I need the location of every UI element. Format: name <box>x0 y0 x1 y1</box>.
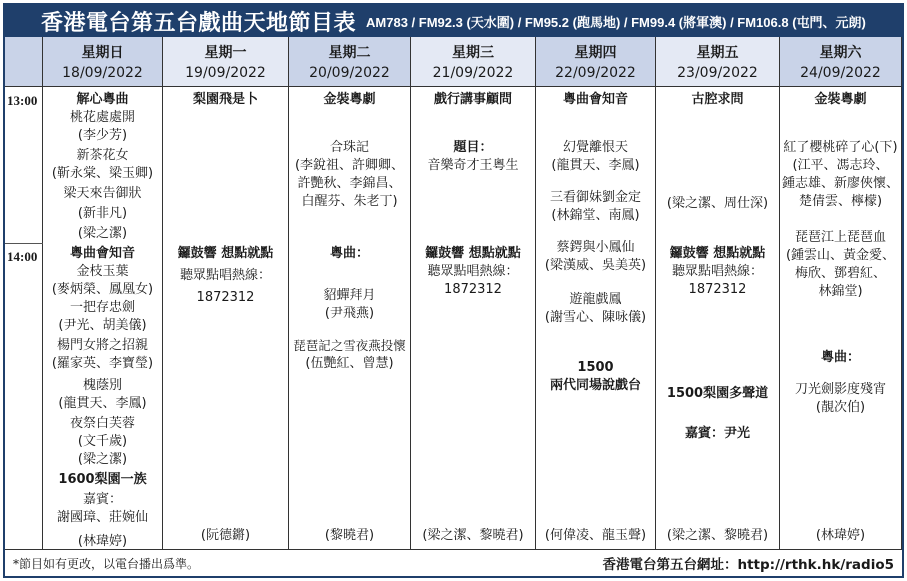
program-line: 聽眾點唱熱線： <box>427 264 519 279</box>
program-line: 紅了櫻桃碎了心(下) <box>783 140 898 155</box>
program-line: (靚次伯) <box>815 400 866 415</box>
program-line: (伍艷紅、曾慧) <box>305 356 394 371</box>
program-heading: 鑼鼓響 想點就點 <box>425 246 521 261</box>
frequency-list: AM783 / FM92.3 (天水圍) / FM95.2 (跑馬地) / FM99.4 (將軍澳) / FM106.8 (屯門、元朗) <box>366 14 866 30</box>
time-label-1400: 14:00 <box>7 249 38 264</box>
program-line: 1872312 <box>688 282 747 297</box>
program-line: 合珠記 <box>329 140 369 155</box>
program-line: 一把存忠劍 <box>69 300 135 315</box>
program-line: (何偉凌、龍玉聲) <box>544 528 647 543</box>
day-column <box>289 37 411 549</box>
program-heading: 粵曲： <box>820 350 860 365</box>
program-line: 三看御妹劉金定 <box>549 190 641 205</box>
day-programs <box>163 87 288 549</box>
date-label: 22/09/2022 <box>555 65 636 81</box>
program-line: 楚倩雲、檸檬) <box>798 194 883 209</box>
program-line: 聽眾點唱熱線： <box>671 264 763 279</box>
program-line: (梁之潔) <box>77 226 128 241</box>
program-line: 鍾志雄、新廖俠懷、 <box>781 176 899 191</box>
program-heading: 金裝粵劇 <box>323 92 376 107</box>
program-line: 白醒芬、朱老丁) <box>301 194 398 209</box>
program-heading: 粵曲會知音 <box>562 92 628 107</box>
program-heading: 解心粵曲 <box>76 92 129 107</box>
time-label-1300: 13:00 <box>7 93 38 108</box>
program-line: (羅家英、李寶瑩) <box>51 356 154 371</box>
day-programs <box>411 87 535 549</box>
program-heading: 兩代同場說戲台 <box>549 378 641 393</box>
weekday-label: 星期三 <box>452 45 494 61</box>
weekday-label: 星期六 <box>819 45 862 61</box>
program-heading: 粵曲會知音 <box>69 246 135 261</box>
schedule-frame <box>3 3 904 578</box>
program-line: (新非凡) <box>77 206 128 221</box>
program-line: 1872312 <box>444 282 502 297</box>
time-column <box>5 37 43 549</box>
date-label: 20/09/2022 <box>309 65 390 81</box>
program-heading: 金裝粵劇 <box>814 92 867 107</box>
program-line: 槐蔭別 <box>82 378 122 393</box>
program-line: (文千歲) <box>77 434 128 449</box>
program-heading: 古腔求問 <box>691 92 744 107</box>
date-label: 18/09/2022 <box>62 65 143 81</box>
day-header <box>289 37 410 87</box>
program-line: (尹光、胡美儀) <box>58 318 147 333</box>
program-line: (龍貫天、李鳳) <box>551 158 640 173</box>
day-programs <box>780 87 901 549</box>
date-label: 19/09/2022 <box>185 65 266 81</box>
schedule-grid <box>5 37 902 549</box>
day-header <box>780 37 901 87</box>
program-heading: 1600梨園一族 <box>58 472 147 487</box>
day-programs <box>536 87 655 549</box>
program-line: 梁天來告御狀 <box>63 186 142 201</box>
program-line: (靳永棠、梁玉卿) <box>51 166 154 181</box>
footer-website[interactable]: 香港電台第五台網址：http://rthk.hk/radio5 <box>602 557 894 573</box>
program-line: 新茶花女 <box>76 148 129 163</box>
day-column <box>411 37 536 549</box>
program-heading: 題目： <box>453 140 493 155</box>
program-line: (梁之潔) <box>77 452 128 467</box>
program-line: 夜祭白芙蓉 <box>69 416 135 431</box>
program-heading: 梨園飛是卜 <box>192 92 258 107</box>
program-line: 遊龍戲鳳 <box>569 292 622 307</box>
footer <box>5 549 902 576</box>
program-line: 桃花處處開 <box>69 110 135 125</box>
program-line: 楊門女將之招親 <box>56 338 148 353</box>
weekday-label: 星期日 <box>81 45 124 61</box>
day-header <box>163 37 288 87</box>
program-line: 琵琶記之雪夜燕投懷 <box>293 338 406 353</box>
program-line: 1872312 <box>196 290 255 305</box>
day-column <box>163 37 289 549</box>
program-line: 音樂奇才王粵生 <box>427 158 519 173</box>
program-line: (尹飛燕) <box>324 306 375 321</box>
program-heading: 粵曲： <box>329 246 369 261</box>
program-line: (阮德鏘) <box>200 528 251 543</box>
date-label: 23/09/2022 <box>677 65 758 81</box>
weekday-label: 星期五 <box>696 45 739 61</box>
program-line: (江平、馮志玲、 <box>792 158 889 173</box>
program-line: (鍾雲山、黃金愛、 <box>785 248 896 263</box>
program-heading: 鑼鼓響 想點就點 <box>177 246 274 261</box>
weekday-label: 星期一 <box>204 45 247 61</box>
time-column-header <box>5 37 42 87</box>
program-line: (黎曉君) <box>324 528 375 543</box>
weekday-label: 星期四 <box>574 45 617 61</box>
program-line: (龍貫天、李鳳) <box>58 396 147 411</box>
day-column <box>43 37 163 549</box>
program-line: (麥炳榮、鳳凰女) <box>51 282 154 297</box>
day-programs <box>43 87 162 549</box>
footer-note: *節目如有更改，以電台播出爲準。 <box>13 556 200 571</box>
program-line: (謝雪心、陳咏儀) <box>544 310 647 325</box>
program-heading: 鑼鼓響 想點就點 <box>669 246 766 261</box>
program-line: (梁之潔、黎曉君) <box>666 528 769 543</box>
title-bar <box>5 5 902 37</box>
program-line: 許艷秋、李錦昌、 <box>297 176 402 191</box>
day-column <box>536 37 656 549</box>
program-line: 蔡鍔與小鳳仙 <box>556 240 635 255</box>
program-line: (梁漢威、吳美英) <box>544 258 647 273</box>
program-heading: 1500梨園多聲道 <box>666 386 769 401</box>
day-header <box>536 37 655 87</box>
program-line: (李少芳) <box>77 128 128 143</box>
date-label: 21/09/2022 <box>432 65 514 81</box>
program-line: 琵琶江上琵琶血 <box>794 230 886 245</box>
program-line: (林瑋婷) <box>77 534 128 549</box>
program-line: 謝國璋、莊婉仙 <box>56 510 148 525</box>
day-header <box>43 37 162 87</box>
program-line: 金枝玉葉 <box>76 264 129 279</box>
program-line: 聽眾點唱熱線： <box>179 268 271 283</box>
program-line: (梁之潔、黎曉君) <box>422 528 524 543</box>
date-label: 24/09/2022 <box>800 65 881 81</box>
program-line: 刀光劍影度殘宵 <box>794 382 886 397</box>
day-column <box>780 37 902 549</box>
program-line: 貂蟬拜月 <box>323 288 376 303</box>
page-title: 香港電台第五台戲曲天地節目表 <box>41 10 357 36</box>
program-line: 梅欣、鄧碧紅、 <box>794 266 886 281</box>
day-programs <box>656 87 779 549</box>
day-column <box>656 37 780 549</box>
time-divider <box>5 243 43 244</box>
program-heading: 1500 <box>577 360 614 375</box>
day-programs <box>289 87 410 549</box>
program-line: 幻覺離恨天 <box>562 140 628 155</box>
program-heading: 嘉賓：尹光 <box>684 426 750 441</box>
program-line: 林錦堂) <box>818 284 863 299</box>
program-line: (李銳祖、許卿卿、 <box>294 158 405 173</box>
program-line: (梁之潔、周仕深) <box>666 196 769 211</box>
program-line: 嘉賓： <box>82 492 122 507</box>
day-header <box>411 37 535 87</box>
program-line: (林錦堂、南鳳) <box>551 208 640 223</box>
weekday-label: 星期二 <box>328 45 371 61</box>
program-heading: 戲行講事顧問 <box>433 92 512 107</box>
program-line: (林瑋婷) <box>815 528 866 543</box>
day-header <box>656 37 779 87</box>
